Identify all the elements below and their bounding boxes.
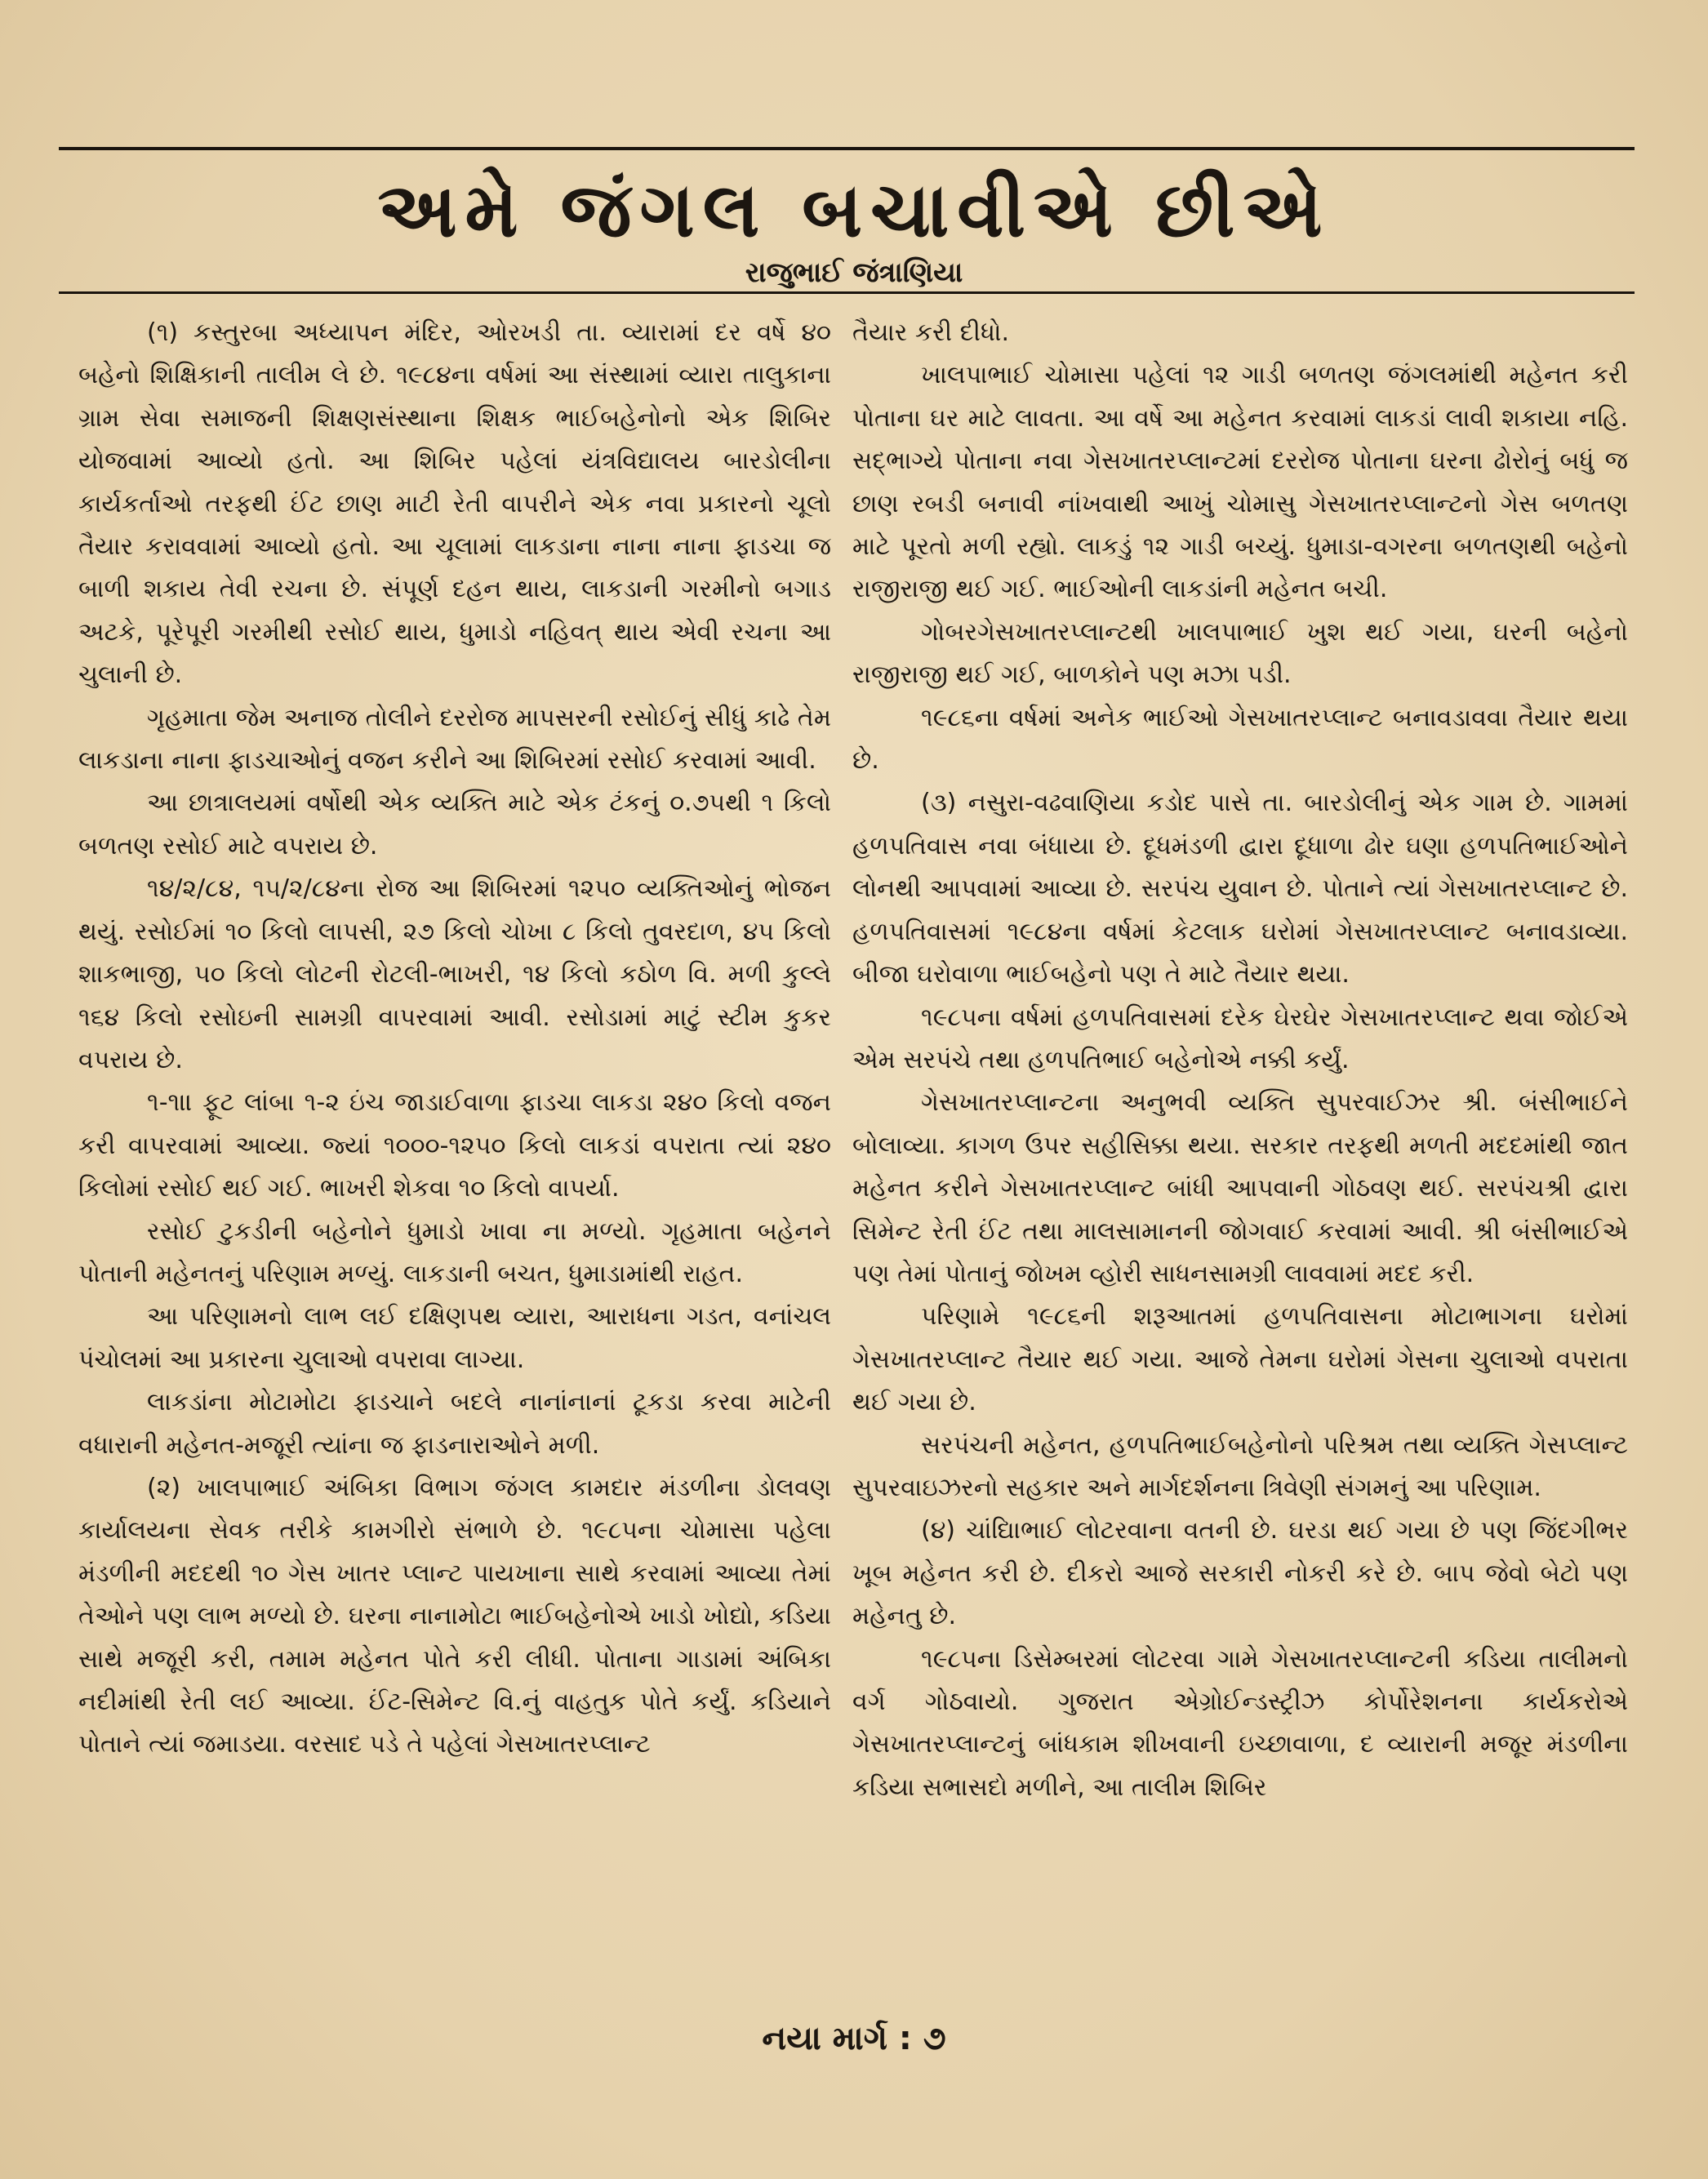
paragraph: (૨) ખાલપાભાઈ અંબિકા વિભાગ જંગલ કામદાર મંડળીના ડોલવણ કાર્યાલયના સેવક તરીકે કામગીરો સંભાળે છે. ૧૯૮૫ના ચોમાસા પહેલા મંડળીની મદદથી ૧૦ ગેસ ખાતર પ્લાન્ટ પાયખાના સાથે કરવામાં આવ્યા તેમાં તેઓને પણ લાભ મળ્યો છે. ઘરના નાનામોટા ભાઈબહેનોએ ખાડો ખોદ્યો, કડિયા સાથે મજૂરી કરી, તમામ મહેનત પોતે કરી લીધી. પોતાના ગાડામાં અંબિકા નદીમાંથી રેતી લઈ આવ્યા. ઈંટ-સિમેન્ટ વિ.નું વાહતુક પોતે કર્યું. કડિયાને પોતાને ત્યાં જમાડયા. વરસાદ પડે તે પહેલાં ગેસખાતરપ્લાન્ટ: [78, 1473, 831, 1759]
paragraph: આ છાત્રાલયમાં વર્ષોથી એક વ્યક્તિ માટે એક ટંકનું ૦.૭૫થી ૧ કિલો બળતણ રસોઈ માટે વપરાય છે.: [78, 789, 831, 860]
paragraph: (૩) નસુરા-વઢવાણિયા કડોદ પાસે તા. બારડોલીનું એક ગામ છે. ગામમાં હળપતિવાસ નવા બંધાયા છે. દૂધમંડળી દ્વારા દૂધાળા ઢોર ઘણા હળપતિભાઈઓને લોનથી આપવામાં આવ્યા છે. સરપંચ યુવાન છે. પોતાને ત્યાં ગેસખાતરપ્લાન્ટ છે. હળપતિવાસમાં ૧૯૮૪ના વર્ષમાં કેટલાક ઘરોમાં ગેસખાતરપ્લાન્ટ બનાવડાવ્યા. બીજા ઘરોવાળા ભાઈબહેનો પણ તે માટે તૈયાર થયા.: [852, 789, 1628, 989]
top-rule: [59, 147, 1635, 150]
paragraph: ૧૯૮૫ના વર્ષમાં હળપતિવાસમાં દરેક ઘેરઘેર ગેસખાતરપ્લાન્ટ થવા જોઈએ એમ સરપંચે તથા હળપતિભાઈ બહેનોએ નક્કી કર્યું.: [852, 1003, 1628, 1074]
paragraph: ગોબરગેસખાતરપ્લાન્ટથી ખાલપાભાઈ ખુશ થઈ ગયા, ઘરની બહેનો રાજીરાજી થઈ ગઈ, બાળકોને પણ મઝા પડી.: [852, 617, 1628, 690]
paragraph: ખાલપાભાઈ ચોમાસા પહેલાં ૧૨ ગાડી બળતણ જંગલમાંથી મહેનત કરી પોતાના ઘર માટે લાવતા. આ વર્ષે આ મહેનત કરવામાં લાકડાં લાવી શકાયા નહિ. સદ્ભાગ્યે પોતાના નવા ગેસખાતરપ્લાન્ટમાં દરરોજ પોતાના ઘરના ઢોરોનું બધું જ છાણ રબડી બનાવી નાંખવાથી આખું ચોમાસુ ગેસખાતરપ્લાન્ટનો ગેસ બળતણ માટે પૂરતો મળી રહ્યો. લાકડું ૧૨ ગાડી બચ્યું. ધુમાડા-વગરના બળતણથી બહેનો રાજીરાજી થઈ ગઈ. ભાઈઓની લાકડાંની મહેનત બચી.: [852, 361, 1628, 604]
paragraph: ૧-૧॥ ફૂટ લાંબા ૧-૨ ઇંચ જાડાઈવાળા ફાડચા લાકડા ૨૪૦ કિલો વજન કરી વાપરવામાં આવ્યા. જ્યાં ૧૦૦૦-૧૨૫૦ કિલો લાકડાં વપરાતા ત્યાં ૨૪૦ કિલોમાં રસોઈ થઈ ગઈ. ભાખરી શેકવા ૧૦ કિલો વાપર્યા.: [78, 1088, 831, 1203]
paragraph: સરપંચની મહેનત, હળપતિભાઈબહેનોનો પરિશ્રમ તથા વ્યક્તિ ગેસપ્લાન્ટ સુપરવાઇઝરનો સહકાર અને માર્ગદર્શનના ત્રિવેણી સંગમનું આ પરિણામ.: [852, 1430, 1628, 1502]
paragraph: (૧) કસ્તુરબા અધ્યાપન મંદિર, ઓરખડી તા. વ્યારામાં દર વર્ષે ૪૦ બહેનો શિક્ષિકાની તાલીમ લે છે. ૧૯૮૪ના વર્ષમાં આ સંસ્થામાં વ્યારા તાલુકાના ગ્રામ સેવા સમાજની શિક્ષણસંસ્થાના શિક્ષક ભાઈબહેનોનો એક શિબિર યોજવામાં આવ્યો હતો. આ શિબિર પહેલાં યંત્રવિદ્યાલય બારડોલીના કાર્યકર્તાઓ તરફથી ઈંટ છાણ માટી રેતી વાપરીને એક નવા પ્રકારનો ચૂલો તૈયાર કરાવવામાં આવ્યો હતો. આ ચૂલામાં લાકડાના નાના નાના ફાડચા જ બાળી શકાય તેવી રચના છે. સંપૂર્ણ દહન થાય, લાકડાની ગરમીનો બગાડ અટકે, પૂરેપૂરી ગરમીથી રસોઈ થાય, ધુમાડો નહિવત્ થાય એવી રચના આ ચુલાની છે.: [78, 318, 831, 690]
paragraph: (૪) ચાંદ્યિાભાઈ લોટરવાના વતની છે. ઘરડા થઈ ગયા છે પણ જિંદગીભર ખૂબ મહેનત કરી છે. દીકરો આજે સરકારી નોકરી કરે છે. બાપ જેવો બેટો પણ મહેનતુ છે.: [852, 1516, 1628, 1631]
paragraph: ગૃહમાતા જેમ અનાજ તોલીને દરરોજ માપસરની રસોઈનું સીધું કાઢે તેમ લાકડાના નાના ફાડચાઓનું વજન કરીને આ શિબિરમાં રસોઈ કરવામાં આવી.: [78, 703, 831, 776]
article-author: રાજુભાઈ જંત્રાણિયા: [745, 256, 963, 289]
paragraph: રસોઈ ટુકડીની બહેનોને ધુમાડો ખાવા ના મળ્યો. ગૃહમાતા બહેનને પોતાની મહેનતનું પરિણામ મળ્યું. લાકડાની બચત, ધુમાડામાંથી રાહત.: [78, 1216, 831, 1288]
paragraph: ૧૪/૨/૮૪, ૧૫/૨/૮૪ના રોજ આ શિબિરમાં ૧૨૫૦ વ્યક્તિઓનું ભોજન થયું. રસોઈમાં ૧૦ કિલો લાપસી, ૨૭ કિલો ચોખા ૮ કિલો તુવરદાળ, ૪૫ કિલો શાકભાજી, ૫૦ કિલો લોટની રોટલી-ભાખરી, ૧૪ કિલો કઠોળ વિ. મળી કુલ્લે ૧૬૪ કિલો રસોઇની સામગ્રી વાપરવામાં આવી. રસોડામાં માટું સ્ટીમ કુકર વપરાય છે.: [78, 874, 831, 1074]
right-column: [852, 312, 1628, 1809]
paragraph: ૧૯૮૬ના વર્ષમાં અનેક ભાઈઓ ગેસખાતરપ્લાન્ટ બનાવડાવવા તૈયાર થયા છે.: [852, 703, 1628, 776]
article-title: અમે જંગલ બચાવીએ છીએ: [377, 167, 1331, 254]
left-column: [78, 312, 831, 1767]
page-folio: નયા માર્ગ : ૭: [762, 2020, 946, 2057]
paragraph: લાકડાંના મોટામોટા ફાડચાને બદલે નાનાંનાનાં ટૂકડા કરવા માટેની વધારાની મહેનત-મજૂરી ત્યાંના જ ફાડનારાઓને મળી.: [78, 1388, 831, 1460]
paragraph-continuation: તૈયાર કરી દીધો.: [852, 318, 1010, 347]
paragraph: પરિણામે ૧૯૮૬ની શરૂઆતમાં હળપતિવાસના મોટાભાગના ઘરોમાં ગેસખાતરપ્લાન્ટ તૈયાર થઈ ગયા. આજે તેમના ઘરોમાં ગેસના ચુલાઓ વપરાતા થઈ ગયા છે.: [852, 1302, 1628, 1417]
header-rule: [59, 291, 1635, 294]
paragraph: ગેસખાતરપ્લાન્ટના અનુભવી વ્યક્તિ સુપરવાઈઝર શ્રી. બંસીભાઈને બોલાવ્યા. કાગળ ઉપર સહીસિક્કા થયા. સરકાર તરફથી મળતી મદદમાંથી જાત મહેનત કરીને ગેસખાતરપ્લાન્ટ બાંધી આપવાની ગોઠવણ થઈ. સરપંચશ્રી દ્વારા સિમેન્ટ રેતી ઈંટ તથા માલસામાનની જોગવાઈ કરવામાં આવી. શ્રી બંસીભાઈએ પણ તેમાં પોતાનું જોખમ વ્હોરી સાધનસામગ્રી લાવવામાં મદદ કરી.: [852, 1088, 1628, 1288]
paragraph: ૧૯૮૫ના ડિસેમ્બરમાં લોટરવા ગામે ગેસખાતરપ્લાન્ટની કડિયા તાલીમનો વર્ગ ગોઠવાયો. ગુજરાત એગ્રોઈન્ડસ્ટ્રીઝ કોર્પોરેશનના કાર્યકરોએ ગેસખાતરપ્લાન્ટનું બાંધકામ શીખવાની ઇચ્છાવાળા, દ વ્યારાની મજૂર મંડળીના કડિયા સભાસદો મળીને, આ તાલીમ શિબિર: [852, 1644, 1628, 1802]
paragraph: આ પરિણામનો લાભ લઈ દક્ષિણપથ વ્યારા, આરાધના ગડત, વનાંચલ પંચોલમાં આ પ્રકારના ચુલાઓ વપરાવા લાગ્યા.: [78, 1302, 831, 1374]
